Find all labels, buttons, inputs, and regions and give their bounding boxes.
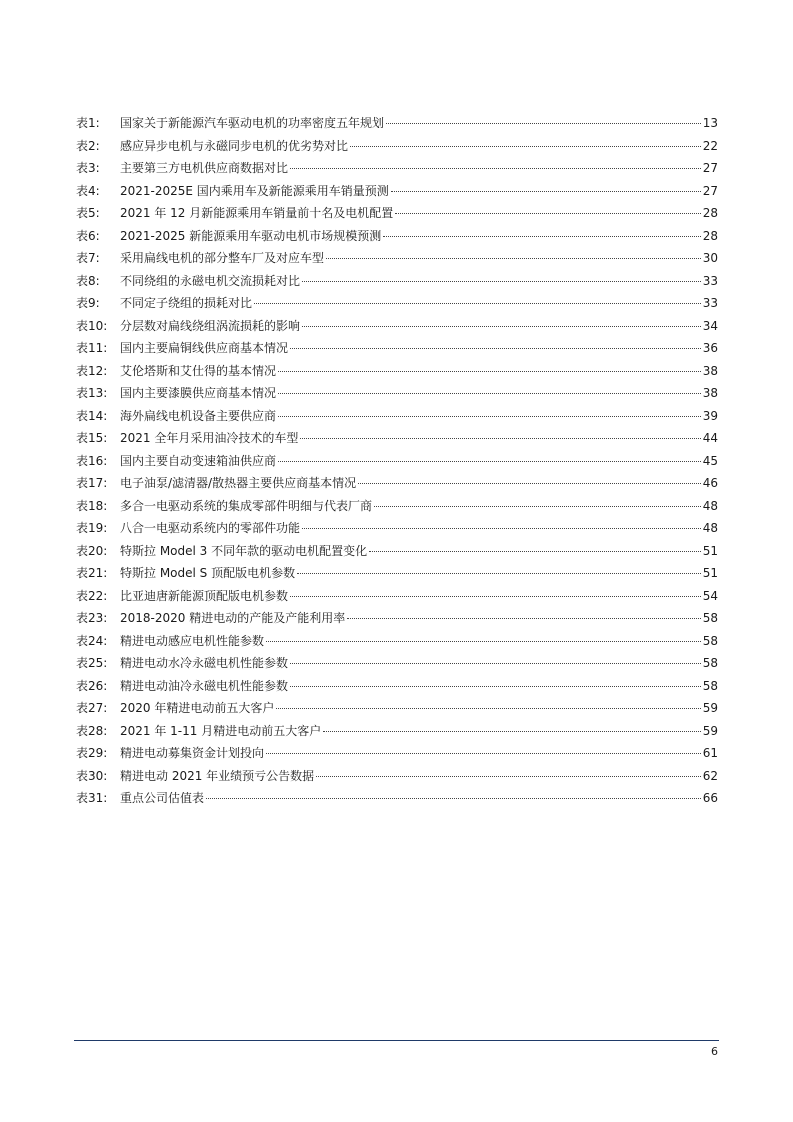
- toc-dot-leader: [276, 708, 700, 709]
- toc-entry-label: 表13:: [76, 386, 108, 400]
- toc-dot-leader: [278, 461, 701, 462]
- toc-entry-page[interactable]: 45: [702, 453, 718, 468]
- toc-entry-label: 表18:: [76, 498, 108, 513]
- toc-entry-page[interactable]: 22: [702, 138, 718, 153]
- toc-entry-title[interactable]: 分层数对扁线绕组涡流损耗的影响: [120, 318, 301, 333]
- toc-entry-page[interactable]: 46: [702, 476, 718, 490]
- toc-entry[interactable]: [76, 585, 718, 608]
- toc-entry[interactable]: [76, 337, 718, 360]
- toc-entry-label: 表6:: [76, 228, 100, 243]
- toc-dot-leader: [326, 258, 701, 259]
- toc-dot-leader: [302, 281, 701, 282]
- toc-entry-label: 表16:: [76, 453, 108, 468]
- toc-entry[interactable]: [76, 247, 718, 270]
- toc-entry-title[interactable]: 多合一电驱动系统的集成零部件明细与代表厂商: [120, 498, 373, 513]
- toc-entry[interactable]: [76, 270, 718, 293]
- toc-entry-title[interactable]: 不同定子绕组的损耗对比: [120, 296, 253, 310]
- toc-entry-title[interactable]: 国家关于新能源汽车驱动电机的功率密度五年规划: [120, 116, 385, 130]
- toc-entry-title[interactable]: 2021-2025 新能源乘用车驱动电机市场规模预测: [120, 228, 382, 243]
- toc-entry-title[interactable]: 精进电动油冷永磁电机性能参数: [120, 678, 289, 693]
- toc-entry-label: 表15:: [76, 431, 108, 445]
- toc-entry[interactable]: [76, 225, 718, 248]
- toc-entry-title[interactable]: 比亚迪唐新能源顶配版电机参数: [120, 588, 289, 603]
- toc-entry-title[interactable]: 精进电动感应电机性能参数: [120, 633, 265, 648]
- toc-entry[interactable]: [76, 157, 718, 180]
- toc-entry-label: 表30:: [76, 768, 108, 783]
- toc-entry-label: 表7:: [76, 251, 100, 265]
- toc-entry-title[interactable]: 感应异步电机与永磁同步电机的优劣势对比: [120, 138, 349, 153]
- toc-dot-leader: [290, 348, 701, 349]
- toc-entry-title[interactable]: 重点公司估值表: [120, 791, 205, 805]
- toc-entry[interactable]: [76, 562, 718, 585]
- toc-entry-title[interactable]: 主要第三方电机供应商数据对比: [120, 161, 289, 175]
- toc-dot-leader: [302, 528, 701, 529]
- toc-entry-label: 表21:: [76, 566, 108, 580]
- toc-entry-page[interactable]: 28: [702, 206, 718, 220]
- toc-entry-page[interactable]: 48: [702, 521, 718, 535]
- toc-dot-leader: [278, 416, 701, 417]
- toc-entry-label: 表11:: [76, 341, 108, 355]
- toc-dot-leader: [302, 326, 701, 327]
- toc-entry-title[interactable]: 精进电动 2021 年业绩预亏公告数据: [120, 768, 315, 783]
- toc-entry[interactable]: [76, 720, 718, 743]
- toc-entry-label: 表26:: [76, 678, 108, 693]
- toc-entry-label: 表20:: [76, 543, 108, 558]
- toc-dot-leader: [374, 506, 701, 507]
- toc-entry[interactable]: [76, 675, 718, 698]
- toc-entry[interactable]: [76, 427, 718, 450]
- toc-entry-label: 表14:: [76, 408, 108, 423]
- toc-entry-page[interactable]: 34: [702, 318, 718, 333]
- toc-entry[interactable]: [76, 450, 718, 473]
- toc-dot-leader: [391, 191, 701, 192]
- toc-entry-title[interactable]: 精进电动募集资金计划投向: [120, 746, 265, 760]
- toc-entry[interactable]: [76, 112, 718, 135]
- toc-entry-page[interactable]: 13: [702, 116, 718, 130]
- toc-entry-page[interactable]: 58: [702, 633, 718, 648]
- toc-entry-label: 表8:: [76, 273, 100, 288]
- toc-dot-leader: [278, 393, 701, 394]
- toc-entry-title[interactable]: 特斯拉 Model 3 不同年款的驱动电机配置变化: [120, 543, 368, 558]
- toc-dot-leader: [266, 641, 701, 642]
- toc-entry-page[interactable]: 58: [702, 678, 718, 693]
- toc-entry-page[interactable]: 51: [702, 566, 718, 580]
- toc-dot-leader: [290, 168, 701, 169]
- toc-entry-page[interactable]: 39: [702, 408, 718, 423]
- toc-entry-title[interactable]: 国内主要漆膜供应商基本情况: [120, 386, 277, 400]
- toc-entry-label: 表27:: [76, 701, 108, 715]
- toc-entry-label: 表19:: [76, 521, 108, 535]
- toc-entry-title[interactable]: 特斯拉 Model S 顶配版电机参数: [120, 566, 296, 580]
- toc-entry-label: 表23:: [76, 611, 108, 625]
- toc-entry-page[interactable]: 58: [702, 656, 718, 670]
- toc-entry-label: 表22:: [76, 588, 108, 603]
- toc-entry-page[interactable]: 62: [702, 768, 718, 783]
- toc-entry-title[interactable]: 国内主要自动变速箱油供应商: [120, 453, 277, 468]
- toc-entry-label: 表2:: [76, 138, 100, 153]
- toc-entry-page[interactable]: 66: [702, 791, 718, 805]
- toc-entry-label: 表3:: [76, 161, 100, 175]
- toc-entry[interactable]: [76, 180, 718, 203]
- toc-entry[interactable]: [76, 517, 718, 540]
- toc-entry-label: 表5:: [76, 206, 100, 220]
- toc-entry-page[interactable]: 33: [702, 273, 718, 288]
- toc-dot-leader: [323, 731, 701, 732]
- toc-entry-label: 表29:: [76, 746, 108, 760]
- toc-entry-label: 表28:: [76, 723, 108, 738]
- toc-entry-title[interactable]: 2018-2020 精进电动的产能及产能利用率: [120, 611, 346, 625]
- toc-entry-page[interactable]: 58: [702, 611, 718, 625]
- toc-dot-leader: [383, 236, 700, 237]
- toc-entry-title[interactable]: 2021 年 12 月新能源乘用车销量前十名及电机配置: [120, 206, 394, 220]
- toc-entry-page[interactable]: 61: [702, 746, 718, 760]
- toc-dot-leader: [347, 618, 700, 619]
- toc-entry[interactable]: [76, 315, 718, 338]
- toc-entry[interactable]: [76, 360, 718, 383]
- toc-entry-page[interactable]: 38: [702, 363, 718, 378]
- toc-entry-page[interactable]: 48: [702, 498, 718, 513]
- toc-entry[interactable]: [76, 697, 718, 720]
- toc-entry[interactable]: [76, 630, 718, 653]
- toc-dot-leader: [350, 146, 701, 147]
- footer-rule: [74, 1040, 719, 1041]
- toc-entry[interactable]: [76, 787, 718, 810]
- toc-entry-title[interactable]: 电子油泵/滤清器/散热器主要供应商基本情况: [120, 476, 357, 490]
- toc-dot-leader: [290, 686, 701, 687]
- toc-dot-leader: [386, 123, 701, 124]
- toc-entry[interactable]: [76, 742, 718, 765]
- toc-entry-title[interactable]: 国内主要扁铜线供应商基本情况: [120, 341, 289, 355]
- toc-entry-title[interactable]: 2021 年 1-11 月精进电动前五大客户: [120, 723, 322, 738]
- toc-entry[interactable]: [76, 202, 718, 225]
- toc-entry-title[interactable]: 八合一电驱动系统内的零部件功能: [120, 521, 301, 535]
- page-number: 6: [711, 1045, 718, 1058]
- toc-entry-label: 表31:: [76, 791, 108, 805]
- toc-entry-label: 表25:: [76, 656, 108, 670]
- toc-entry-page[interactable]: 38: [702, 386, 718, 400]
- toc-dot-leader: [300, 438, 700, 439]
- toc-entry-label: 表10:: [76, 318, 108, 333]
- toc-entry-title[interactable]: 采用扁线电机的部分整车厂及对应车型: [120, 251, 325, 265]
- toc-entry-page[interactable]: 54: [702, 588, 718, 603]
- toc-dot-leader: [358, 483, 701, 484]
- toc-dot-leader: [254, 303, 701, 304]
- toc-entry[interactable]: [76, 405, 718, 428]
- table-of-tables: [76, 112, 718, 810]
- toc-entry-title[interactable]: 不同绕组的永磁电机交流损耗对比: [120, 273, 301, 288]
- toc-entry-page[interactable]: 59: [702, 701, 718, 715]
- toc-entry-label: 表4:: [76, 183, 100, 198]
- toc-entry[interactable]: [76, 292, 718, 315]
- toc-entry-label: 表24:: [76, 633, 108, 648]
- toc-entry-title[interactable]: 2021 全年月采用油冷技术的车型: [120, 431, 299, 445]
- toc-entry[interactable]: [76, 495, 718, 518]
- toc-entry-title[interactable]: 2021-2025E 国内乘用车及新能源乘用车销量预测: [120, 183, 389, 198]
- toc-entry[interactable]: [76, 652, 718, 675]
- toc-entry-title[interactable]: 海外扁线电机设备主要供应商: [120, 408, 277, 423]
- toc-entry-title[interactable]: 精进电动水冷永磁电机性能参数: [120, 656, 289, 670]
- toc-entry-page[interactable]: 51: [702, 543, 718, 558]
- toc-dot-leader: [369, 551, 701, 552]
- toc-entry-title[interactable]: 艾伦塔斯和艾仕得的基本情况: [120, 363, 277, 378]
- toc-entry-label: 表9:: [76, 296, 100, 310]
- toc-dot-leader: [290, 596, 701, 597]
- toc-entry-page[interactable]: 36: [702, 341, 718, 355]
- toc-entry-page[interactable]: 44: [702, 431, 718, 445]
- toc-entry[interactable]: [76, 135, 718, 158]
- toc-dot-leader: [206, 798, 701, 799]
- toc-entry[interactable]: [76, 472, 718, 495]
- toc-entry[interactable]: [76, 765, 718, 788]
- toc-dot-leader: [278, 371, 701, 372]
- toc-entry-page[interactable]: 28: [702, 228, 718, 243]
- toc-list: [76, 112, 718, 810]
- toc-entry[interactable]: [76, 540, 718, 563]
- toc-entry-label: 表17:: [76, 476, 108, 490]
- toc-entry-label: 表1:: [76, 116, 100, 130]
- toc-dot-leader: [395, 213, 700, 214]
- toc-dot-leader: [266, 753, 701, 754]
- toc-entry-page[interactable]: 33: [702, 296, 718, 310]
- toc-entry-label: 表12:: [76, 363, 108, 378]
- toc-entry-page[interactable]: 27: [702, 161, 718, 175]
- toc-entry-page[interactable]: 27: [702, 183, 718, 198]
- toc-entry-title[interactable]: 2020 年精进电动前五大客户: [120, 701, 275, 715]
- toc-dot-leader: [316, 776, 701, 777]
- toc-entry[interactable]: [76, 382, 718, 405]
- toc-dot-leader: [297, 573, 701, 574]
- toc-entry[interactable]: [76, 607, 718, 630]
- toc-entry-page[interactable]: 30: [702, 251, 718, 265]
- toc-dot-leader: [290, 663, 701, 664]
- toc-entry-page[interactable]: 59: [702, 723, 718, 738]
